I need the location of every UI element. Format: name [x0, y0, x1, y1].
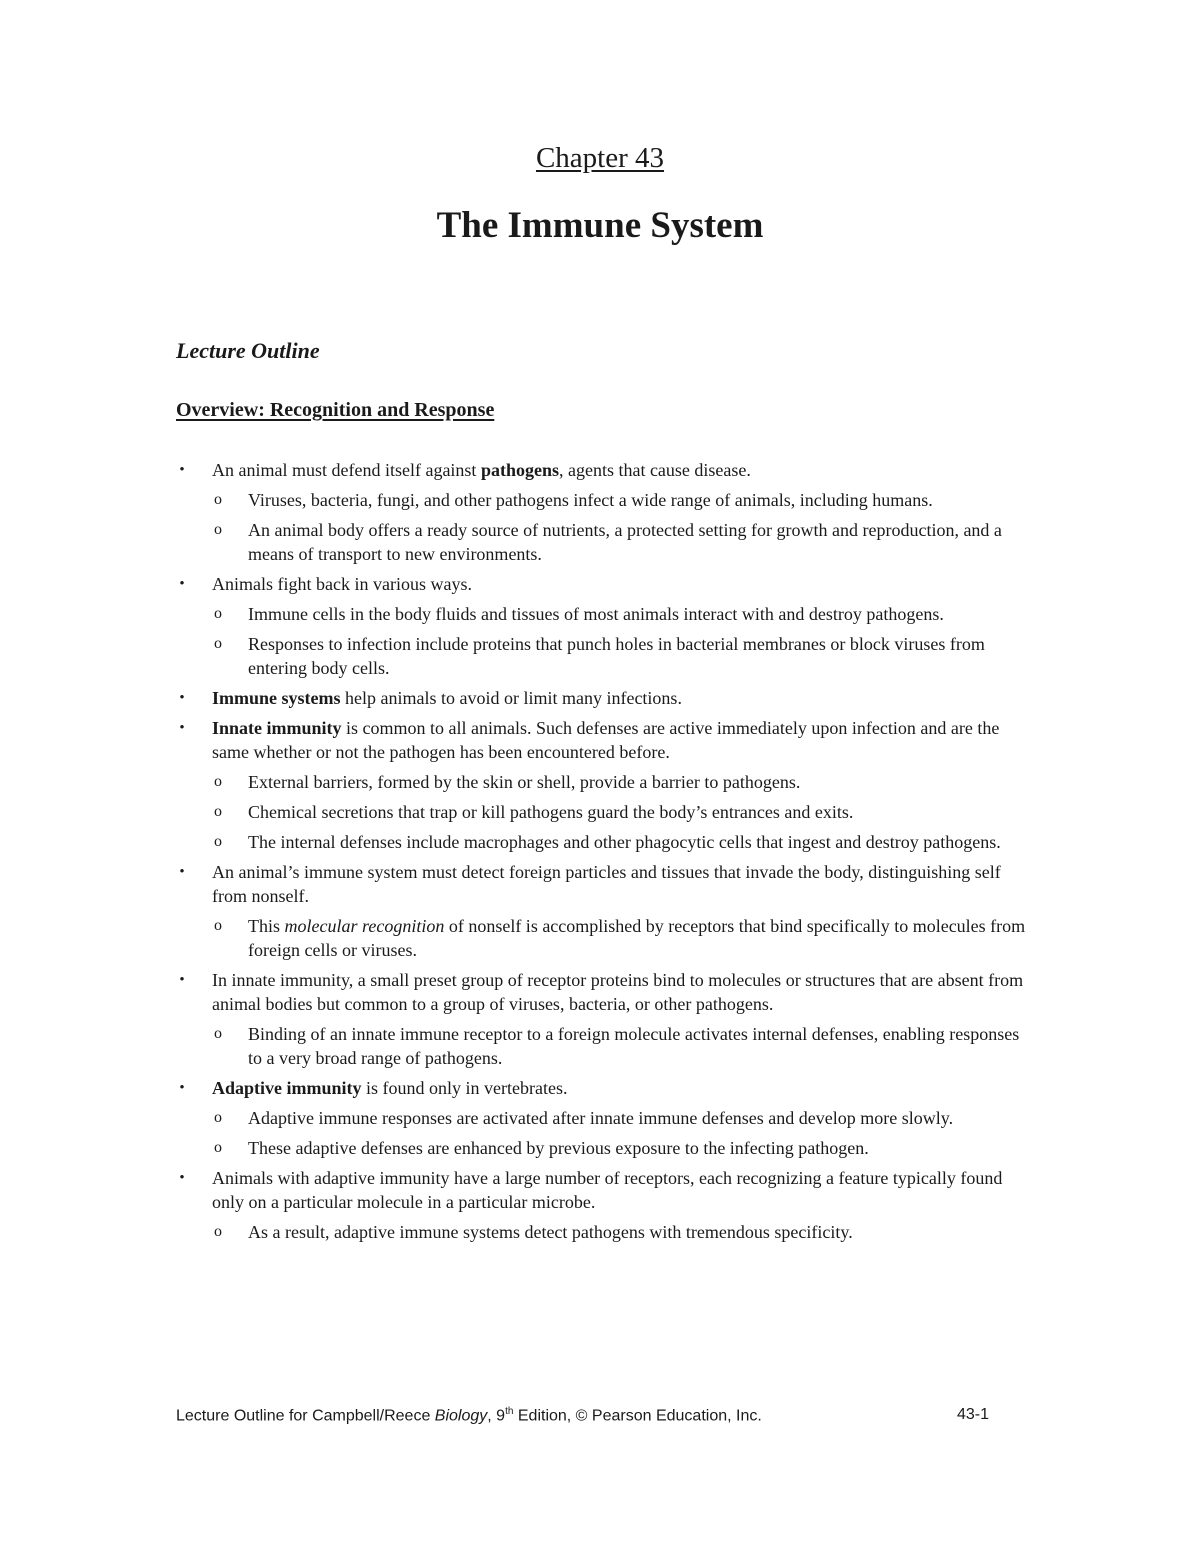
- bullet-text-after: , agents that cause disease.: [558, 460, 751, 480]
- sub-text: [248, 602, 1036, 626]
- sub-item: [212, 488, 1036, 512]
- sub-text-before: External barriers, formed by the skin or shell, provide a barrier to pathogens.: [248, 772, 801, 792]
- sub-text-before: An animal body offers a ready source of nutrients, a protected setting for growth and reproduction, and a means of transport to new environments.: [248, 520, 1002, 564]
- sub-text: [248, 914, 1036, 962]
- bullet-text: [212, 572, 1036, 596]
- sub-italic-term: molecular recognition: [284, 916, 445, 936]
- footer-edition-sup: th: [505, 1406, 514, 1417]
- sub-item: [212, 770, 1036, 794]
- bullet-item: [176, 968, 1036, 1070]
- sub-text: [248, 518, 1036, 566]
- bullet-marker: •: [179, 1170, 185, 1186]
- bullet-text-before: Animals with adaptive immunity have a large number of receptors, each recognizing a feature typically found only on a particular molecule in a particular microbe.: [212, 1168, 1003, 1212]
- bullet-item: [176, 860, 1036, 962]
- bullet-bold-term: Innate immunity: [212, 718, 342, 738]
- sub-marker: o: [214, 1025, 222, 1042]
- bullet-bold-term: pathogens: [480, 460, 559, 480]
- bullet-item: [176, 716, 1036, 854]
- chapter-number: Chapter 43: [535, 142, 665, 174]
- bullet-marker: •: [179, 576, 185, 592]
- bullet-marker: •: [179, 462, 185, 478]
- bullet-text: [212, 1166, 1036, 1214]
- bullet-item: [176, 1166, 1036, 1244]
- sub-text: [248, 800, 1036, 824]
- sub-text-before: As a result, adaptive immune systems detect pathogens with tremendous specificity.: [248, 1222, 853, 1242]
- sub-text-before: The internal defenses include macrophages and other phagocytic cells that ingest and destroy pathogens.: [248, 832, 1001, 852]
- bullet-text: [212, 968, 1036, 1016]
- sub-marker: o: [214, 635, 222, 652]
- bullet-text: [212, 1076, 1036, 1100]
- bullet-marker: •: [179, 864, 185, 880]
- sub-marker: o: [214, 833, 222, 850]
- sub-marker: o: [214, 491, 222, 508]
- sub-marker: o: [214, 605, 222, 622]
- sub-text-before: Immune cells in the body fluids and tissues of most animals interact with and destroy pathogens.: [248, 604, 944, 624]
- sub-item: [212, 602, 1036, 626]
- sub-text: [248, 1106, 1036, 1130]
- sub-item: [212, 914, 1036, 962]
- bullet-text: [212, 458, 1036, 482]
- sub-text: [248, 830, 1036, 854]
- section-heading: Overview: Recognition and Response: [176, 399, 495, 421]
- sub-item: [212, 1106, 1036, 1130]
- bullet-text-after: is found only in vertebrates.: [361, 1078, 568, 1098]
- sub-marker: o: [214, 803, 222, 820]
- sub-text-before: Chemical secretions that trap or kill pathogens guard the body’s entrances and exits.: [248, 802, 854, 822]
- bullet-text: [212, 686, 1036, 710]
- bullet-text-after: is common to all animals. Such defenses are active immediately upon infection and are the same whether or not the pathogen has been encountered before.: [212, 718, 1000, 762]
- sub-item: [212, 830, 1036, 854]
- sub-marker: o: [214, 917, 222, 934]
- sub-text: [248, 632, 1036, 680]
- bullet-item: [176, 686, 1036, 710]
- bullet-item: [176, 572, 1036, 680]
- bullet-text: [212, 716, 1036, 764]
- sub-text: [248, 1136, 1036, 1160]
- bullet-marker: •: [179, 1080, 185, 1096]
- sub-list: [212, 914, 1036, 962]
- sub-text-before: Binding of an innate immune receptor to a foreign molecule activates internal defenses, enabling responses to a very broad range of pathogens.: [248, 1024, 1020, 1068]
- sub-text-before: These adaptive defenses are enhanced by previous exposure to the infecting pathogen.: [248, 1138, 869, 1158]
- sub-item: [212, 1220, 1036, 1244]
- bullet-text-before: In innate immunity, a small preset group of receptor proteins bind to molecules or structures that are absent from animal bodies but common to a group of viruses, bacteria, or other pathogens.: [212, 970, 1024, 1014]
- page-footer: [176, 1406, 989, 1425]
- outline-list: [176, 458, 1036, 1250]
- sub-text-after: of nonself is accomplished by receptors that bind specifically to molecules from foreign cells or viruses.: [248, 916, 1026, 960]
- page-number: 43-1: [956, 1406, 989, 1423]
- sub-marker: o: [214, 1223, 222, 1240]
- sub-text-before: Adaptive immune responses are activated after innate immune defenses and develop more slowly.: [248, 1108, 954, 1128]
- bullet-bold-term: Immune systems: [212, 688, 341, 708]
- lecture-outline-heading: Lecture Outline: [176, 338, 320, 363]
- sub-list: [212, 1220, 1036, 1244]
- sub-text-before: Responses to infection include proteins that punch holes in bacterial membranes or block viruses from entering body cells.: [248, 634, 985, 678]
- sub-text: [248, 1022, 1036, 1070]
- bullet-item: [176, 458, 1036, 566]
- bullet-bold-term: Adaptive immunity: [212, 1078, 362, 1098]
- sub-item: [212, 518, 1036, 566]
- footer-suffix: Edition, © Pearson Education, Inc.: [513, 1407, 762, 1425]
- bullet-text-before: An animal must defend itself against: [212, 460, 481, 480]
- bullet-marker: •: [179, 690, 185, 706]
- sub-text: [248, 770, 1036, 794]
- footer-edition: , 9: [487, 1407, 506, 1425]
- sub-list: [212, 488, 1036, 566]
- sub-marker: o: [214, 773, 222, 790]
- sub-list: [212, 1106, 1036, 1160]
- bullet-marker: •: [179, 972, 185, 988]
- sub-list: [212, 770, 1036, 854]
- bullet-item: [176, 1076, 1036, 1160]
- bullet-text-after: help animals to avoid or limit many infections.: [340, 688, 682, 708]
- sub-item: [212, 1022, 1036, 1070]
- footer-prefix: Lecture Outline for Campbell/Reece: [176, 1407, 435, 1425]
- sub-text-before: This: [248, 916, 285, 936]
- bullet-text: [212, 860, 1036, 908]
- sub-text-before: Viruses, bacteria, fungi, and other pathogens infect a wide range of animals, including humans.: [248, 490, 933, 510]
- bullet-text-before: An animal’s immune system must detect foreign particles and tissues that invade the body, distinguishing self from nonself.: [212, 862, 1001, 906]
- sub-item: [212, 800, 1036, 824]
- bullet-marker: •: [179, 720, 185, 736]
- bullet-text-before: Animals fight back in various ways.: [212, 574, 472, 594]
- sub-item: [212, 632, 1036, 680]
- sub-text: [248, 488, 1036, 512]
- sub-marker: o: [214, 1139, 222, 1156]
- sub-text: [248, 1220, 1036, 1244]
- chapter-title: The Immune System: [436, 205, 764, 246]
- footer-book-title: Biology: [434, 1407, 488, 1425]
- sub-marker: o: [214, 521, 222, 538]
- sub-list: [212, 1022, 1036, 1070]
- sub-list: [212, 602, 1036, 680]
- sub-item: [212, 1136, 1036, 1160]
- sub-marker: o: [214, 1109, 222, 1126]
